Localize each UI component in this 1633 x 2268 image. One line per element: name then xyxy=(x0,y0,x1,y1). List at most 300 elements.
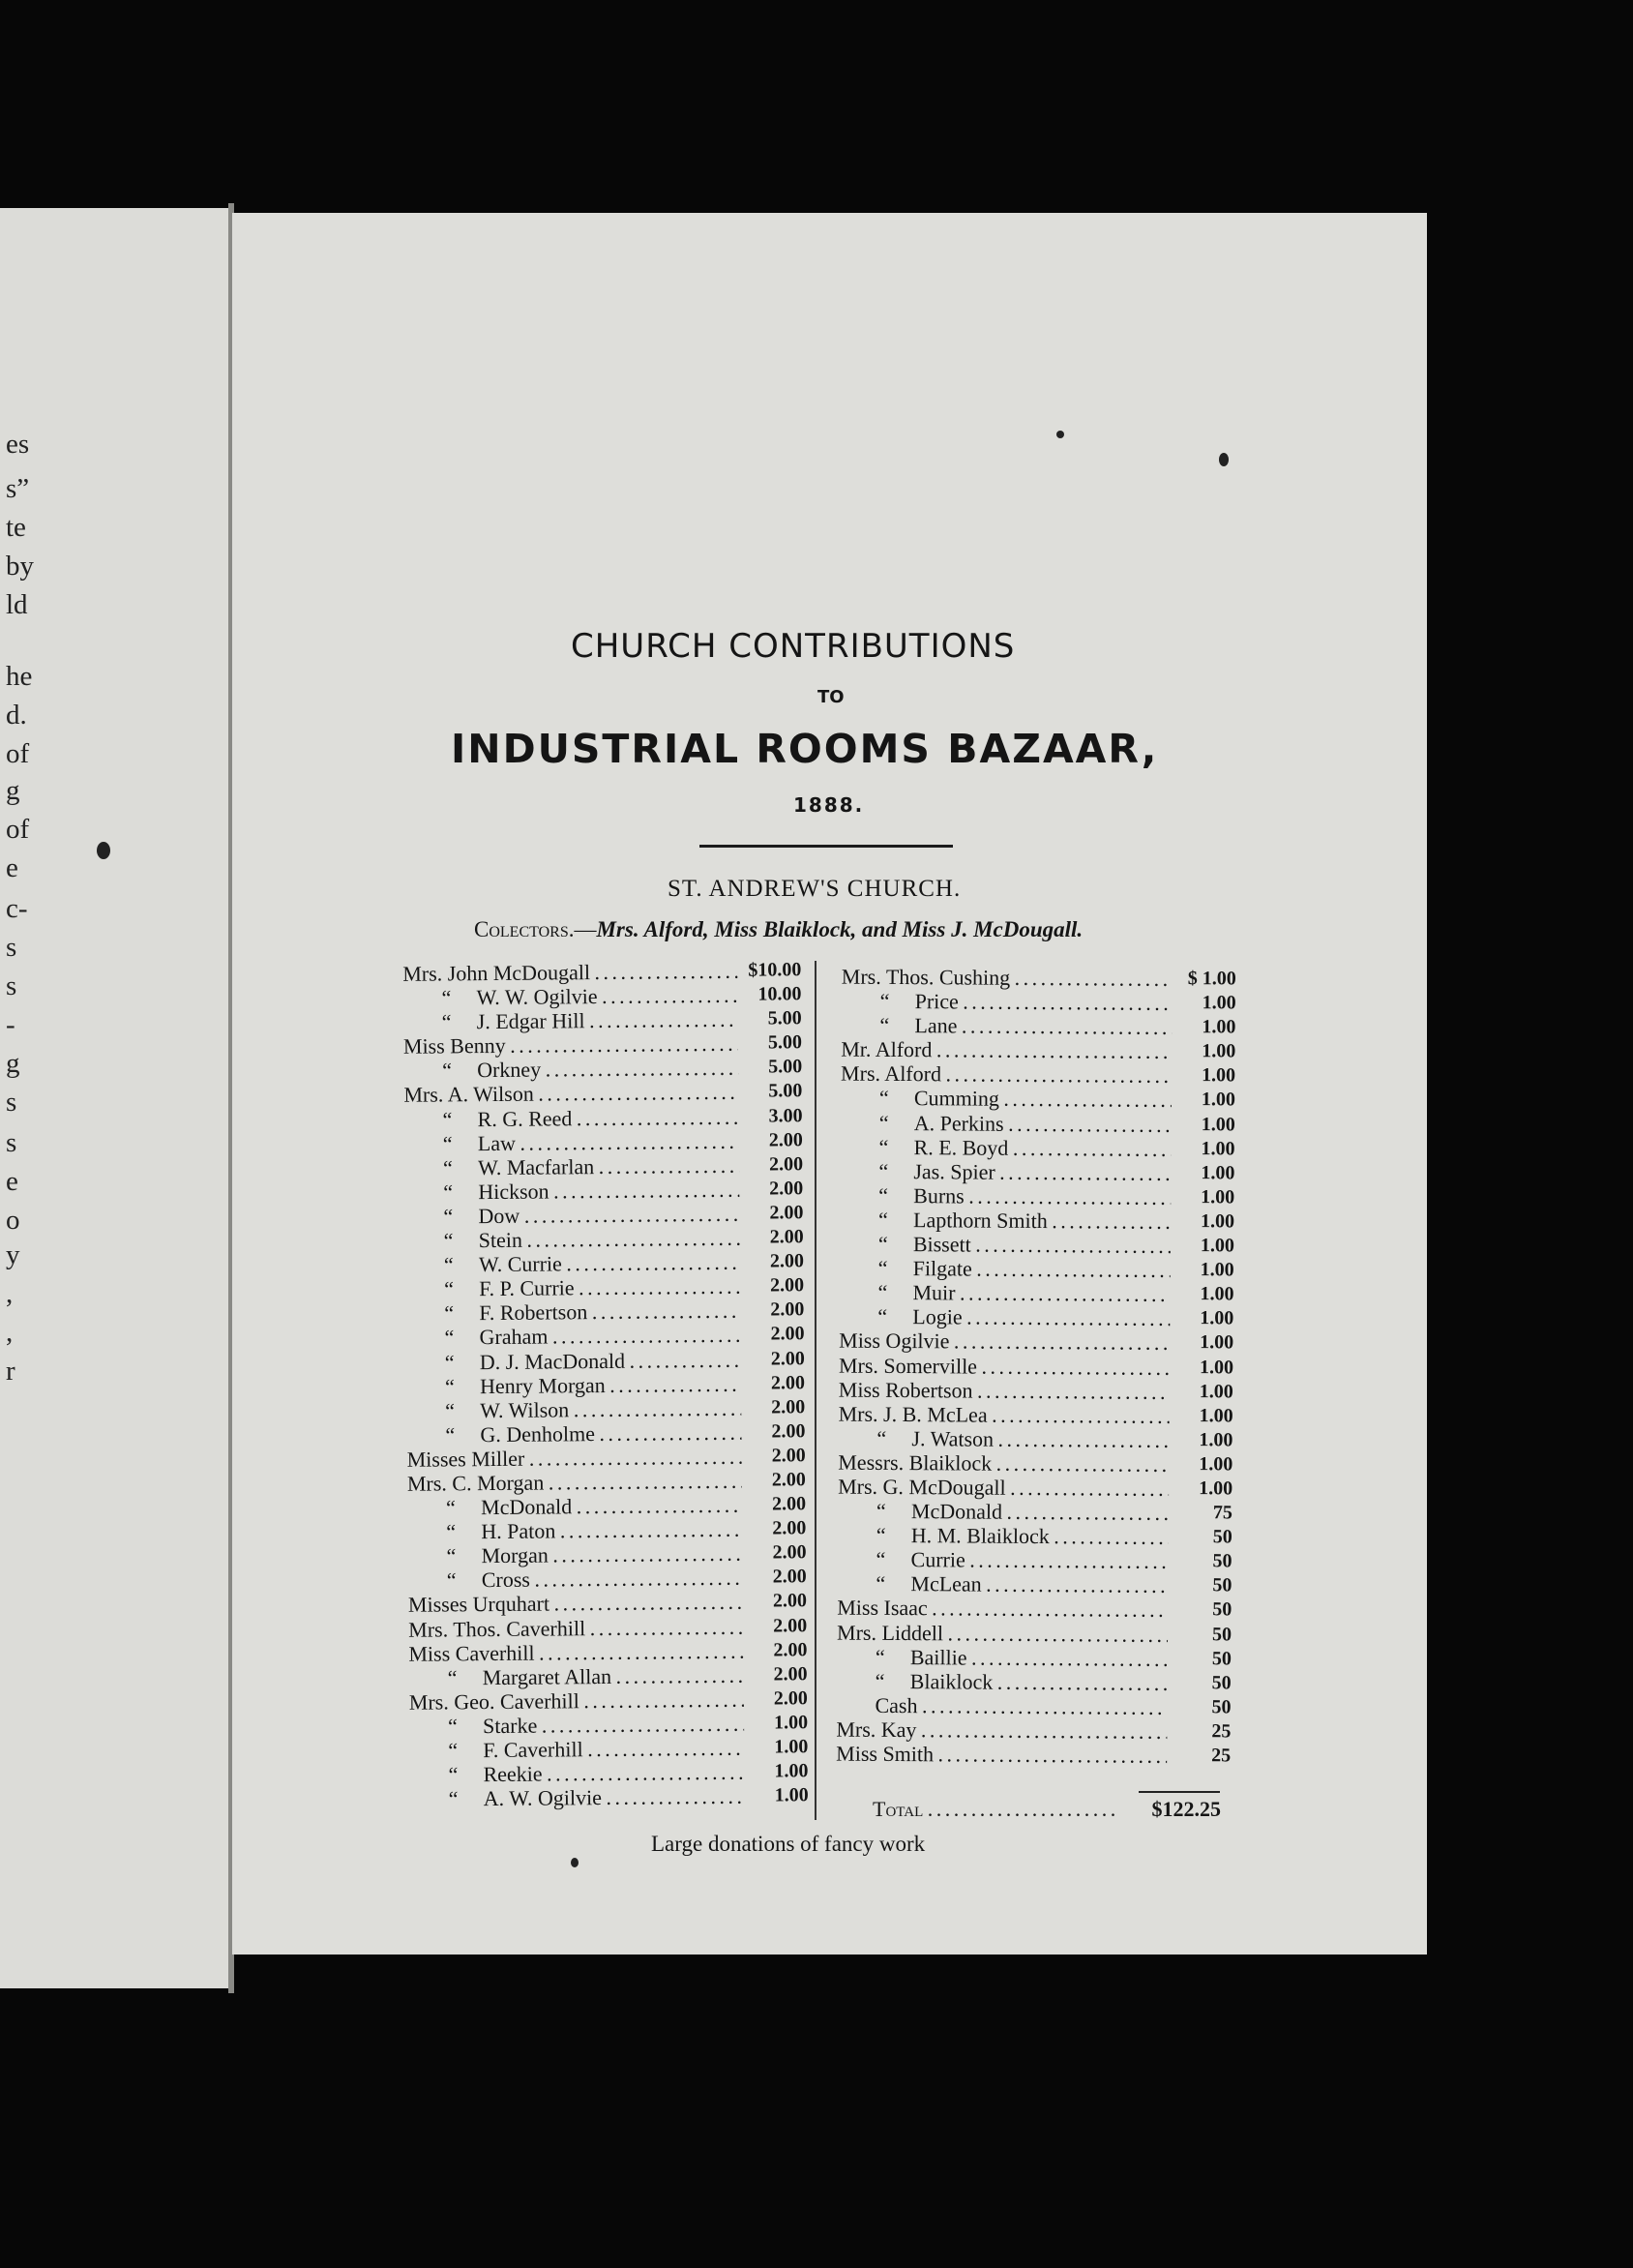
contributor-prefix: “ xyxy=(444,1349,455,1374)
contributor-prefix: “ xyxy=(442,1058,453,1083)
contribution-row xyxy=(409,1711,808,1739)
contributor-surname: Jas. Spier xyxy=(913,1158,995,1184)
contributor-surname: F. Robertson xyxy=(479,1299,588,1326)
contribution-row xyxy=(840,1232,1234,1259)
contributor-surname: Lapthorn Smith xyxy=(912,1208,1048,1234)
contribution-amount: 50 xyxy=(1211,1647,1232,1670)
contribution-amount: 2.00 xyxy=(769,1178,804,1200)
contribution-amount: 2.00 xyxy=(771,1469,806,1491)
contribution-row xyxy=(410,1783,809,1811)
contribution-row xyxy=(408,1638,807,1666)
contributor-name xyxy=(404,1128,739,1155)
contributor-surname: Isaac xyxy=(883,1596,928,1621)
contribution-row xyxy=(409,1662,808,1690)
left-page-text-fragment: r xyxy=(6,1356,15,1387)
contributor-prefix: “ xyxy=(443,1204,454,1229)
contributor-surname: Burns xyxy=(913,1182,965,1209)
dust-speck xyxy=(571,1858,579,1867)
contributor-surname: Dow xyxy=(478,1203,520,1229)
contributor-prefix: “ xyxy=(878,1134,889,1159)
contribution-amount: 50 xyxy=(1211,1623,1232,1645)
title-year: 1888. xyxy=(793,793,865,817)
contributor-name xyxy=(839,1328,1170,1355)
left-page-text-fragment: he xyxy=(6,661,33,692)
contributor-prefix: Mrs. xyxy=(836,1620,877,1645)
contribution-amount: 50 xyxy=(1212,1598,1232,1621)
contribution-amount: 1.00 xyxy=(1202,1040,1236,1062)
contributor-prefix: “ xyxy=(878,1110,889,1135)
dust-speck xyxy=(97,842,110,859)
contributor-name xyxy=(409,1736,744,1763)
footnote: Large donations of fancy work xyxy=(651,1832,926,1856)
contributor-surname: Robertson xyxy=(885,1377,973,1403)
contribution-amount: 10.00 xyxy=(757,983,802,1005)
contributor-prefix: “ xyxy=(446,1519,457,1544)
contributor-surname: Reekie xyxy=(483,1761,543,1787)
contribution-amount: 3.00 xyxy=(768,1104,803,1127)
contributor-name xyxy=(837,1571,1168,1597)
contribution-row xyxy=(403,1056,802,1084)
contribution-row xyxy=(838,1499,1232,1526)
left-facing-page xyxy=(0,208,230,1988)
left-page-text-fragment: s” xyxy=(6,473,30,504)
contributor-surname: C. Morgan xyxy=(452,1470,545,1496)
contributor-name xyxy=(404,1202,739,1229)
contributor-name xyxy=(403,1031,738,1059)
contributor-prefix: Messrs. xyxy=(838,1449,905,1475)
contributor-surname: H. Paton xyxy=(481,1518,556,1544)
left-page-text-fragment: ld xyxy=(6,589,28,620)
contributor-name xyxy=(403,1007,738,1034)
contribution-row xyxy=(406,1371,805,1399)
contributor-prefix: “ xyxy=(876,1498,886,1523)
contributor-surname: W. Wilson xyxy=(480,1397,570,1422)
contribution-row xyxy=(838,1425,1232,1452)
contributor-name xyxy=(409,1687,744,1715)
contributor-name xyxy=(837,1620,1168,1646)
left-page-text-fragment: y xyxy=(6,1239,20,1270)
contributor-surname: W. Currie xyxy=(478,1251,562,1277)
contribution-amount: 1.00 xyxy=(1200,1235,1234,1257)
contribution-row xyxy=(838,1547,1232,1574)
contributor-surname: Lane xyxy=(914,1013,958,1038)
contributor-prefix: “ xyxy=(878,1182,889,1208)
contribution-row xyxy=(839,1328,1233,1356)
contribution-row xyxy=(836,1692,1231,1719)
contributor-prefix: “ xyxy=(877,1231,888,1256)
contributor-prefix: “ xyxy=(877,1255,888,1281)
contributor-prefix: Miss xyxy=(836,1741,878,1766)
title-to: TO xyxy=(817,687,845,707)
total-amount: $122.25 xyxy=(1151,1797,1221,1821)
contributor-surname: Alford xyxy=(884,1061,942,1087)
contribution-amount: 1.00 xyxy=(1201,1113,1235,1135)
contribution-amount: 50 xyxy=(1212,1526,1232,1548)
contribution-row xyxy=(404,1177,803,1205)
contributor-surname: Logie xyxy=(912,1304,963,1329)
contribution-row xyxy=(840,1134,1234,1161)
left-page-text-fragment: e xyxy=(6,1166,18,1197)
contribution-amount: 2.00 xyxy=(771,1445,806,1467)
contribution-row xyxy=(407,1468,806,1496)
contributor-surname: Kay xyxy=(880,1716,917,1743)
contributor-surname: W. Macfarlan xyxy=(477,1153,595,1179)
contributor-prefix: “ xyxy=(448,1762,459,1787)
contributor-surname: Alford xyxy=(875,1037,933,1062)
contribution-amount: 2.00 xyxy=(771,1493,807,1515)
left-page-text-fragment: s xyxy=(6,1087,17,1118)
contributor-surname: G. McDougall xyxy=(882,1474,1006,1500)
contribution-amount: 1.00 xyxy=(1201,1089,1236,1111)
contributor-prefix: “ xyxy=(879,988,890,1014)
contribution-amount: 1.00 xyxy=(1200,1210,1235,1233)
contributor-prefix: “ xyxy=(444,1276,455,1301)
total-rule xyxy=(1139,1791,1220,1793)
contribution-amount: 5.00 xyxy=(768,1056,803,1078)
contributor-name xyxy=(404,1178,739,1205)
contributions-right-column xyxy=(836,965,1236,1769)
contribution-amount: 1.00 xyxy=(1200,1259,1234,1281)
left-page-text-fragment: of xyxy=(6,814,30,845)
contributor-surname: McDonald xyxy=(480,1494,573,1520)
contribution-row xyxy=(403,1006,802,1034)
contributor-name xyxy=(409,1662,744,1689)
collectors-line xyxy=(474,917,1083,942)
contribution-row xyxy=(406,1395,805,1423)
contributor-surname: Somerville xyxy=(883,1353,978,1379)
contribution-row xyxy=(404,1152,803,1180)
contributor-prefix: “ xyxy=(441,985,452,1010)
contributor-prefix: Mr. xyxy=(841,1036,872,1062)
contributor-name xyxy=(837,1668,1168,1694)
contributor-name xyxy=(406,1371,741,1398)
contributor-prefix: “ xyxy=(876,1523,886,1548)
contribution-amount: 1.00 xyxy=(1199,1477,1233,1500)
contributor-prefix: Mrs. xyxy=(841,1060,881,1087)
contributor-name xyxy=(842,989,1173,1015)
contributor-prefix: “ xyxy=(878,1086,889,1111)
contribution-amount: 1.00 xyxy=(1199,1453,1233,1476)
contribution-amount: 2.00 xyxy=(772,1566,807,1588)
contributor-name xyxy=(407,1469,742,1496)
contributor-prefix: Mrs. xyxy=(402,961,443,986)
contribution-amount: 1.00 xyxy=(1202,1064,1236,1087)
contributor-name xyxy=(837,1596,1168,1622)
left-page-text-fragment: s xyxy=(6,1127,17,1158)
contribution-row xyxy=(407,1444,806,1472)
contributor-name xyxy=(836,1742,1167,1768)
left-page-text-fragment: g xyxy=(6,775,20,806)
left-page-text-fragment: by xyxy=(6,551,34,582)
contribution-amount: 1.00 xyxy=(774,1784,809,1806)
contributor-surname: J. Edgar Hill xyxy=(476,1008,585,1034)
total-line xyxy=(873,1797,1221,1822)
contributor-name xyxy=(840,1158,1171,1184)
contributor-prefix: “ xyxy=(446,1543,457,1568)
contribution-amount: 50 xyxy=(1211,1696,1232,1718)
contributor-name xyxy=(840,1182,1171,1209)
contribution-amount: 1.00 xyxy=(1200,1331,1234,1354)
contribution-row xyxy=(840,1158,1234,1185)
contributor-name xyxy=(841,1013,1172,1039)
contributor-name xyxy=(839,1401,1170,1427)
contribution-row xyxy=(842,965,1236,992)
contributor-name xyxy=(407,1445,742,1472)
contributor-surname: Blaiklock xyxy=(908,1449,993,1476)
contributor-name xyxy=(841,1110,1172,1136)
contributor-name xyxy=(841,1061,1172,1088)
contributor-name xyxy=(407,1517,742,1544)
left-page-text-fragment: , xyxy=(6,1317,14,1348)
contributor-name xyxy=(838,1475,1169,1501)
contributor-prefix: Mrs. xyxy=(838,1401,878,1426)
contributor-name xyxy=(840,1232,1171,1258)
contributor-prefix: “ xyxy=(877,1207,888,1232)
contributor-surname: F. P. Currie xyxy=(479,1275,575,1301)
contributor-name xyxy=(403,1080,738,1107)
contribution-row xyxy=(403,1104,802,1132)
contribution-row xyxy=(839,1401,1233,1428)
contributor-name xyxy=(841,1086,1172,1112)
contributor-surname: Henry Morgan xyxy=(479,1372,606,1398)
contributor-surname: Cross xyxy=(481,1567,530,1593)
contributor-name xyxy=(838,1449,1169,1476)
contributor-name xyxy=(839,1280,1170,1306)
contribution-amount: 25 xyxy=(1211,1745,1232,1767)
contributor-prefix: Miss xyxy=(402,1033,445,1059)
contributor-name xyxy=(842,965,1173,991)
contributor-name xyxy=(402,959,737,986)
contributor-surname: Filgate xyxy=(912,1256,972,1281)
contributor-surname: F. Caverhill xyxy=(483,1737,583,1763)
contributor-name xyxy=(407,1541,742,1568)
contribution-row xyxy=(837,1668,1232,1695)
contributor-prefix: Miss xyxy=(408,1641,451,1666)
contributor-prefix: “ xyxy=(448,1738,459,1763)
contributor-name xyxy=(408,1566,743,1593)
title-industrial-rooms-bazaar: INDUSTRIAL ROOMS BAZAAR, xyxy=(451,726,1159,772)
contributor-prefix: “ xyxy=(445,1398,456,1423)
contribution-amount: 1.00 xyxy=(1202,1016,1236,1038)
contribution-amount: 2.00 xyxy=(770,1274,805,1297)
contribution-amount: 1.00 xyxy=(1199,1428,1233,1451)
contribution-row xyxy=(406,1347,805,1375)
contributor-prefix: Miss xyxy=(837,1596,879,1621)
contributor-surname: Smith xyxy=(882,1741,935,1767)
contribution-amount: 2.00 xyxy=(771,1419,806,1443)
contributor-name xyxy=(403,1104,738,1131)
contributor-name xyxy=(405,1298,740,1326)
contributor-prefix: “ xyxy=(448,1786,459,1811)
contribution-row xyxy=(405,1298,804,1327)
contributor-prefix: “ xyxy=(442,1131,453,1156)
contribution-amount: 2.00 xyxy=(770,1323,805,1345)
contributor-name xyxy=(840,1134,1171,1160)
contributor-surname: R. E. Boyd xyxy=(913,1134,1009,1160)
contributor-surname: Thos. Caverhill xyxy=(453,1615,586,1641)
contributor-prefix: “ xyxy=(445,1495,456,1520)
dust-speck xyxy=(1219,453,1229,466)
contributor-prefix: “ xyxy=(875,1644,885,1669)
contribution-amount: $10.00 xyxy=(748,959,802,981)
contributor-prefix: “ xyxy=(442,1106,453,1132)
contributor-name xyxy=(406,1395,741,1422)
left-page-text-fragment: e xyxy=(6,852,18,883)
contributor-name xyxy=(404,1153,739,1180)
left-page-text-fragment: c- xyxy=(6,893,28,924)
contributor-prefix: Mrs. xyxy=(408,1616,449,1642)
contributor-surname: J. Watson xyxy=(911,1425,995,1451)
contributor-name xyxy=(403,1056,738,1083)
contributor-name xyxy=(405,1250,740,1277)
contributor-prefix: “ xyxy=(876,1425,887,1450)
contributor-surname: Liddell xyxy=(881,1620,944,1645)
contributor-prefix: Mrs. xyxy=(838,1474,878,1499)
contribution-amount: 5.00 xyxy=(767,1007,802,1030)
contribution-row xyxy=(838,1449,1232,1477)
total-label: Total . . . xyxy=(873,1797,1152,1822)
contribution-amount: 2.00 xyxy=(773,1614,808,1637)
contribution-amount: 2.00 xyxy=(773,1687,808,1710)
contributor-prefix: “ xyxy=(875,1668,885,1693)
contribution-row xyxy=(407,1492,806,1520)
contribution-amount: 2.00 xyxy=(768,1152,804,1176)
contribution-amount: 1.00 xyxy=(773,1712,809,1734)
contributor-surname: John McDougall xyxy=(447,960,591,986)
contributor-name xyxy=(840,1256,1171,1282)
contributor-name xyxy=(838,1547,1169,1573)
contributor-prefix: “ xyxy=(878,1158,889,1183)
contribution-amount: 1.00 xyxy=(774,1736,809,1758)
contribution-row xyxy=(837,1620,1232,1647)
contributor-name xyxy=(840,1208,1171,1234)
contributor-prefix: “ xyxy=(877,1280,888,1305)
contribution-row xyxy=(405,1323,804,1351)
contributor-surname: Price xyxy=(914,989,959,1014)
contribution-amount: 2.00 xyxy=(771,1395,806,1418)
left-page-text-fragment: es xyxy=(6,429,30,460)
contribution-amount: 5.00 xyxy=(768,1080,803,1102)
contribution-amount: 1.00 xyxy=(1199,1356,1234,1378)
contribution-amount: 25 xyxy=(1211,1720,1232,1743)
contributor-prefix: “ xyxy=(443,1252,454,1277)
contribution-row xyxy=(840,1182,1234,1209)
contribution-amount: 50 xyxy=(1211,1671,1232,1694)
contributor-name xyxy=(838,1523,1169,1549)
left-page-text-fragment: g xyxy=(6,1048,20,1079)
contribution-row xyxy=(402,958,801,986)
contribution-row xyxy=(839,1377,1233,1404)
column-divider xyxy=(815,961,816,1820)
contribution-row xyxy=(837,1571,1232,1598)
contribution-amount: 1.00 xyxy=(1200,1307,1234,1329)
contributor-prefix: Miss xyxy=(838,1377,880,1402)
left-page-text-fragment: of xyxy=(6,738,30,769)
contributor-name xyxy=(405,1323,740,1350)
contribution-row xyxy=(841,1061,1235,1089)
contributor-prefix: “ xyxy=(442,1155,453,1180)
contribution-row xyxy=(409,1735,808,1763)
contributor-surname: A. W. Ogilvie xyxy=(483,1785,603,1811)
contribution-amount: 2.00 xyxy=(770,1371,806,1394)
contributor-name xyxy=(408,1638,743,1665)
contributor-surname: Geo. Caverhill xyxy=(454,1688,579,1715)
contributor-prefix: “ xyxy=(446,1567,457,1593)
contribution-amount: 2.00 xyxy=(772,1517,807,1539)
contributor-name xyxy=(838,1425,1169,1451)
contributor-surname: Urquhart xyxy=(472,1591,550,1617)
contribution-amount: 1.00 xyxy=(1201,1137,1235,1160)
contribution-amount: $ 1.00 xyxy=(1187,968,1236,990)
contribution-row xyxy=(838,1523,1232,1550)
contribution-row xyxy=(837,1596,1232,1623)
contribution-amount: 2.00 xyxy=(770,1347,805,1370)
contribution-amount: 2.00 xyxy=(773,1662,808,1686)
left-page-text-fragment: o xyxy=(6,1205,20,1236)
contribution-row xyxy=(836,1716,1231,1744)
contributor-prefix: “ xyxy=(876,1571,886,1597)
contribution-row xyxy=(402,982,801,1010)
contributor-surname: McDonald xyxy=(910,1499,1003,1524)
contributor-surname: Baillie xyxy=(909,1644,967,1670)
contribution-amount: 2.00 xyxy=(769,1226,804,1248)
contribution-amount: 2.00 xyxy=(772,1541,807,1564)
contributor-surname: Morgan xyxy=(481,1542,549,1568)
contributor-prefix: “ xyxy=(444,1373,455,1399)
contribution-amount: 1.00 xyxy=(774,1760,809,1782)
contributor-surname: Thos. Cushing xyxy=(885,964,1011,990)
contribution-amount: 1.00 xyxy=(1201,1161,1235,1184)
contribution-amount: 2.00 xyxy=(769,1202,804,1224)
contributor-name xyxy=(836,1716,1167,1743)
contributor-prefix: Mrs. xyxy=(406,1471,447,1496)
contribution-amount: 1.00 xyxy=(1201,1186,1235,1209)
contributor-surname: D. J. MacDonald xyxy=(479,1348,626,1374)
contribution-row xyxy=(405,1225,804,1253)
contributor-name xyxy=(409,1712,744,1739)
contribution-amount: 50 xyxy=(1212,1574,1232,1597)
contributor-name xyxy=(402,983,737,1010)
contributor-name xyxy=(405,1226,740,1253)
contributor-prefix: “ xyxy=(443,1228,454,1253)
contributor-name xyxy=(408,1614,743,1641)
contribution-row xyxy=(841,1086,1235,1113)
contributor-name xyxy=(408,1590,743,1617)
contributor-prefix: “ xyxy=(879,1013,890,1038)
contributor-prefix: Mrs. xyxy=(838,1353,879,1378)
contribution-row xyxy=(404,1128,803,1156)
contributor-name xyxy=(410,1784,745,1811)
contributor-name xyxy=(839,1304,1170,1330)
church-name: ST. ANDREW'S CHURCH. xyxy=(668,876,962,902)
contributor-surname: Cash xyxy=(875,1692,918,1717)
contribution-row xyxy=(841,1013,1235,1040)
contributor-prefix: “ xyxy=(447,1714,458,1739)
contribution-amount: 75 xyxy=(1212,1502,1233,1524)
contributor-prefix: “ xyxy=(445,1422,456,1447)
left-page-text-fragment: , xyxy=(6,1278,14,1309)
contributor-surname: Miller xyxy=(471,1446,525,1472)
left-page-text-fragment: d. xyxy=(6,700,27,731)
contribution-row xyxy=(405,1273,804,1301)
contributor-surname: H. M. Blaiklock xyxy=(910,1523,1050,1549)
contributor-prefix: “ xyxy=(877,1304,888,1329)
contribution-row xyxy=(408,1566,807,1594)
contributor-prefix: “ xyxy=(447,1665,458,1690)
contributor-surname: J. B. McLea xyxy=(883,1401,988,1427)
contribution-row xyxy=(404,1201,803,1229)
contributor-prefix: Mrs. xyxy=(836,1716,876,1742)
